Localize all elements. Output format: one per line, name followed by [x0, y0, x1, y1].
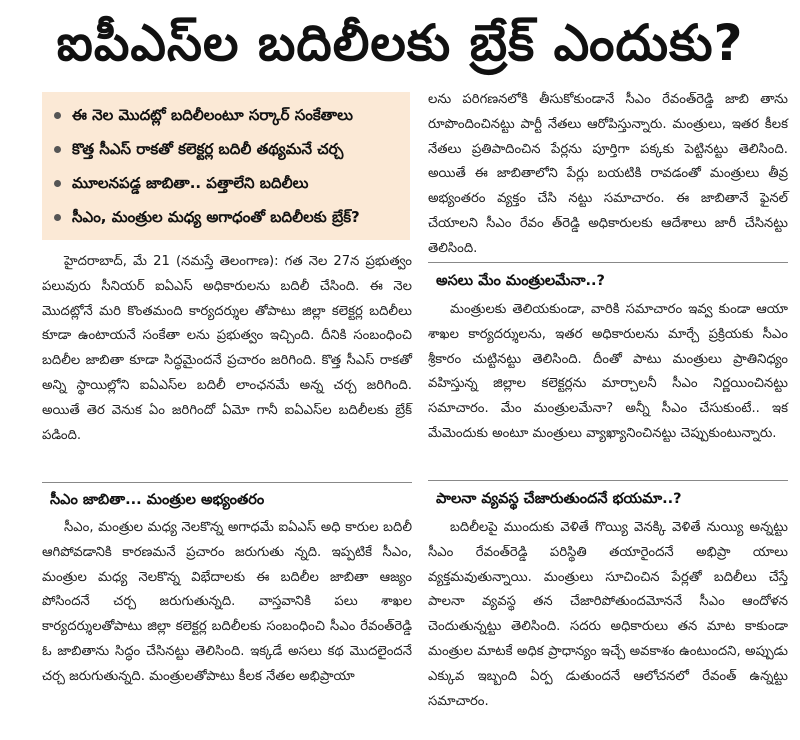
highlight-text: సీఎం, మంత్రుల మధ్య అగాధంతో బదిలీలకు బ్రేక్? — [72, 208, 360, 226]
subheading: అసలు మేం మంత్రులమేనా..? — [436, 273, 605, 289]
highlights-list — [42, 92, 410, 234]
continued-paragraph: లను పరిగణనలోకి తీసుకోకుండానే సీఎం రేవంత్‌రెడ్డి జాబి తాను రూపొందించినట్టు పార్టీ నేతలు ఆరోపిస్తున్నారు. మంత్రులు, ఇతర కీలక నేతలు ప్రతిపాదించిన పేర్లను పూర్తిగా పక్కకు పెట్టినట్టు తెలిసింది. అయితే ఈ జాబితాలోని పేర్లు బయటికి రావడంతో మంత్రులు తీవ్ర అభ్యంతరం వ్యక్తం చేసి నట్టు సమాచారం. ఈ జాబితానే ఫైనల్ చేయాలని సీఎం రేవం త్‌రెడ్డి అధికారులకు ఆదేశాలు జారీ చేసినట్టు తెలిసింది. — [428, 92, 788, 256]
highlight-item — [54, 98, 410, 132]
highlight-text: ఈ నెల మొదట్లో బదిలీలంటూ సర్కార్ సంకేతాలు — [72, 106, 353, 124]
intro-paragraph: హైదరాబాద్, మే 21 (నమస్తే తెలంగాణ): గత నెల 27న ప్రభుత్వం పలువురు సీనియర్ ఐఏఎస్ అధికారులను బదిలీ చేసింది. ఈ నెల మొదట్లోనే మరి కొంతమంది కార్యదర్శుల తోపాటు జిల్లా కలెక్టర్ల బదిలీలు కూడా ఉంటాయనే సంకేతా లను ప్రభుత్వం ఇచ్చింది. దీనికి సంబంధించి బదిలీల జాబితా కూడా సిద్ధమైందనే ప్రచారం జరిగింది. కొత్త సీఎస్ రాకతో అన్ని స్థాయిల్లోని ఐఏఎస్‌ల బదిలీ లాంఛనమే అన్న చర్చ జరిగింది. అయితే తెర వెనుక ఏం జరిగిందో ఏమో గానీ ఐఏఎస్‌ల బదిలీలకు బ్రేక్ పడింది. — [42, 254, 412, 443]
highlight-item — [54, 166, 410, 200]
divider — [428, 262, 788, 263]
divider — [428, 480, 788, 481]
highlight-item — [54, 200, 410, 234]
divider — [42, 482, 412, 483]
body-paragraph: మంత్రులకు తెలియకుండా, వారికి సమాచారం ఇవ్వ కుండా ఆయా శాఖల కార్యదర్శులను, ఇతర అధికారులను మార్చే ప్రక్రియకు సీఎం శ్రీకారం చుట్టినట్టు తెలిసింది. దీంతో పాటు మంత్రులు ప్రాతినిధ్యం వహిస్తున్న జిల్లాల కలెక్టర్లను మార్చాలనీ సీఎం నిర్ణయించినట్టు సమాచారం. మేం మంత్రులమేనా? అన్నీ సీఎం చేసుకుంటే.. ఇక మేమెందుకు అంటూ మంత్రులు వ్యాఖ్యానించినట్టు చెప్పుకుంటున్నారు. — [428, 302, 788, 441]
highlight-text: మూలనపడ్డ జాబితా.. పత్తాలేని బదిలీలు — [72, 174, 309, 192]
subheading: పాలనా వ్యవస్థ చేజారుతుందనే భయమా..? — [436, 491, 682, 507]
body-paragraph: బదిలీలపై ముందుకు వెళితే గొయ్యి వెనక్కి వెళితే నుయ్యి అన్నట్టు సీఎం రేవంత్‌రెడ్డి పరిస్థితి తయారైందనే అభిప్రా యాలు వ్యక్తమవుతున్నాయి. మంత్రులు సూచించిన పేర్లతో బదిలీలు చేస్తే పాలనా వ్యవస్థ తన చేజారిపోతుందమోననే సీఎం ఆందోళన చెందుతున్నట్టు తెలిసింది. సదరు అధికారులు తన మాట కాకుండా మంత్రుల మాటకే అధిక ప్రాధాన్యం ఇచ్చే అవకాశం ఉంటుందని, అప్పుడు ఎక్కువ ఇబ్బంది ఏర్ప డుతుందనే ఆలోచనలో రేవంత్ ఉన్నట్టు సమాచారం. — [428, 520, 788, 709]
bullet-icon — [54, 112, 61, 119]
headline: ఐపీఎస్‌ల బదిలీలకు బ్రేక్ ఎందుకు? — [56, 14, 744, 72]
highlight-text: కొత్త సీఎస్ రాకతో కలెక్టర్ల బదిలీ తథ్యమనే చర్చ — [72, 140, 344, 158]
highlights-box — [42, 92, 410, 240]
bullet-icon — [54, 146, 61, 153]
bullet-icon — [54, 214, 61, 221]
bullet-icon — [54, 180, 61, 187]
subheading: సీఎం జాబితా... మంత్రుల అభ్యంతరం — [50, 492, 265, 508]
body-paragraph: సీఎం, మంత్రుల మధ్య నెలకొన్న అగాధమే ఐఏఎస్ అధి కారుల బదిలీ ఆగిపోవడానికి కారణమనే ప్రచారం జరుగుతు న్నది. ఇప్పటికే సీఎం, మంత్రుల మధ్య నెలకొన్న విభేదాలకు ఈ బదిలీల జాబితా ఆజ్యం పోసిందనే చర్చ జరుగుతున్నది. వాస్తవానికి పలు శాఖల కార్యదర్శులతోపాటు జిల్లా కలెక్టర్ల బదిలీలకు సంబంధించి సీఎం రేవంత్‌రెడ్డి ఓ జాబితాను సిద్ధం చేసినట్టు తెలిసింది. ఇక్కడే అసలు కథ మొదలైందనే చర్చ జరుగుతున్నది. మంత్రులతోపాటు కీలక నేతల అభిప్రాయా — [42, 520, 412, 684]
highlight-item — [54, 132, 410, 166]
